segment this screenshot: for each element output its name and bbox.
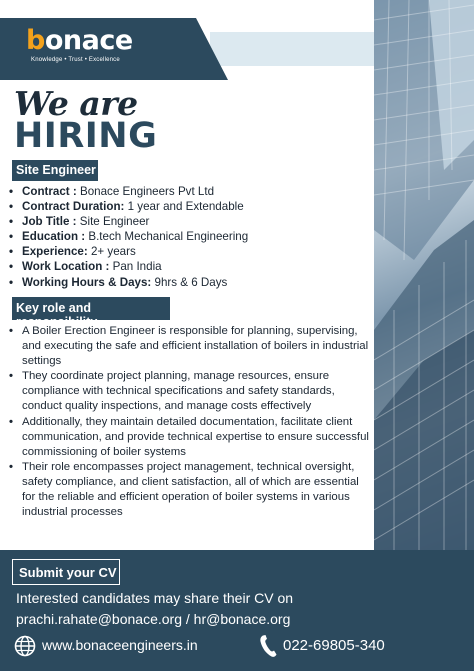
list-item <box>9 275 248 290</box>
detail-label: Job Title : <box>22 215 77 229</box>
website-link[interactable]: www.bonaceengineers.in <box>42 637 198 653</box>
globe-icon <box>14 635 36 657</box>
detail-value: Pan India <box>109 260 162 274</box>
headline-hiring: HIRING <box>14 116 158 156</box>
logo-word-rest: onace <box>44 25 133 56</box>
building-photo <box>374 0 474 550</box>
logo-tagline: Knowledge • Trust • Excellence <box>31 57 120 63</box>
roles-list <box>9 324 369 520</box>
detail-value: Bonace Engineers Pvt Ltd <box>76 185 215 198</box>
phone-icon <box>259 634 279 658</box>
list-item: • Their role encompasses project management, technical oversight, safety compliance, and client satisfaction, all of which are essential for the reliable and efficient operation of boiler systems in various industrial processes <box>9 460 369 520</box>
list-item <box>9 244 248 259</box>
footer-instruction: Interested candidates may share their CV on <box>16 590 294 606</box>
list-item <box>9 259 248 274</box>
roles-section-tag: Key role and responsibility <box>12 297 170 320</box>
submit-cv-label: Submit your CV <box>12 559 120 585</box>
list-item <box>9 184 248 199</box>
detail-value: 2+ years <box>87 245 136 259</box>
job-details-list <box>9 184 248 290</box>
logo-letter-b: b <box>26 25 45 56</box>
detail-label: Education : <box>22 230 86 244</box>
phone-number[interactable]: 022-69805-340 <box>283 637 385 654</box>
company-logo <box>26 26 133 63</box>
detail-value: Site Engineer <box>76 215 150 229</box>
list-item: • They coordinate project planning, manage resources, ensure compliance with technical specifications and safety standards, conduct quality inspections, and manage costs effectively <box>9 369 369 414</box>
headline-we-are: We are <box>14 84 138 123</box>
list-item: • Additionally, they maintain detailed documentation, facilitate client communication, and provide technical expertise to ensure successful commissioning of boiler systems <box>9 415 369 460</box>
header-accent-band <box>210 32 374 66</box>
detail-label: Contract Duration: <box>22 200 125 214</box>
list-item <box>9 199 248 214</box>
list-item <box>9 214 248 229</box>
job-title-tag: Site Engineer <box>12 160 98 181</box>
detail-value: B.tech Mechanical Engineering <box>85 230 249 244</box>
detail-label: Experience: <box>22 245 88 259</box>
detail-value: 1 year and Extendable <box>124 200 244 214</box>
logo-wordmark <box>26 26 133 56</box>
detail-label: Work Location : <box>22 260 110 274</box>
list-item <box>9 229 248 244</box>
list-item: • A Boiler Erection Engineer is responsible for planning, supervising, and executing the safe and efficient installation of boilers in industrial settings <box>9 324 369 369</box>
detail-label: Contract : <box>22 185 77 198</box>
detail-label: Working Hours & Days: <box>22 275 152 289</box>
footer-emails[interactable]: prachi.rahate@bonace.org / hr@bonace.org <box>16 611 291 627</box>
detail-value: 9hrs & 6 Days <box>151 275 228 289</box>
